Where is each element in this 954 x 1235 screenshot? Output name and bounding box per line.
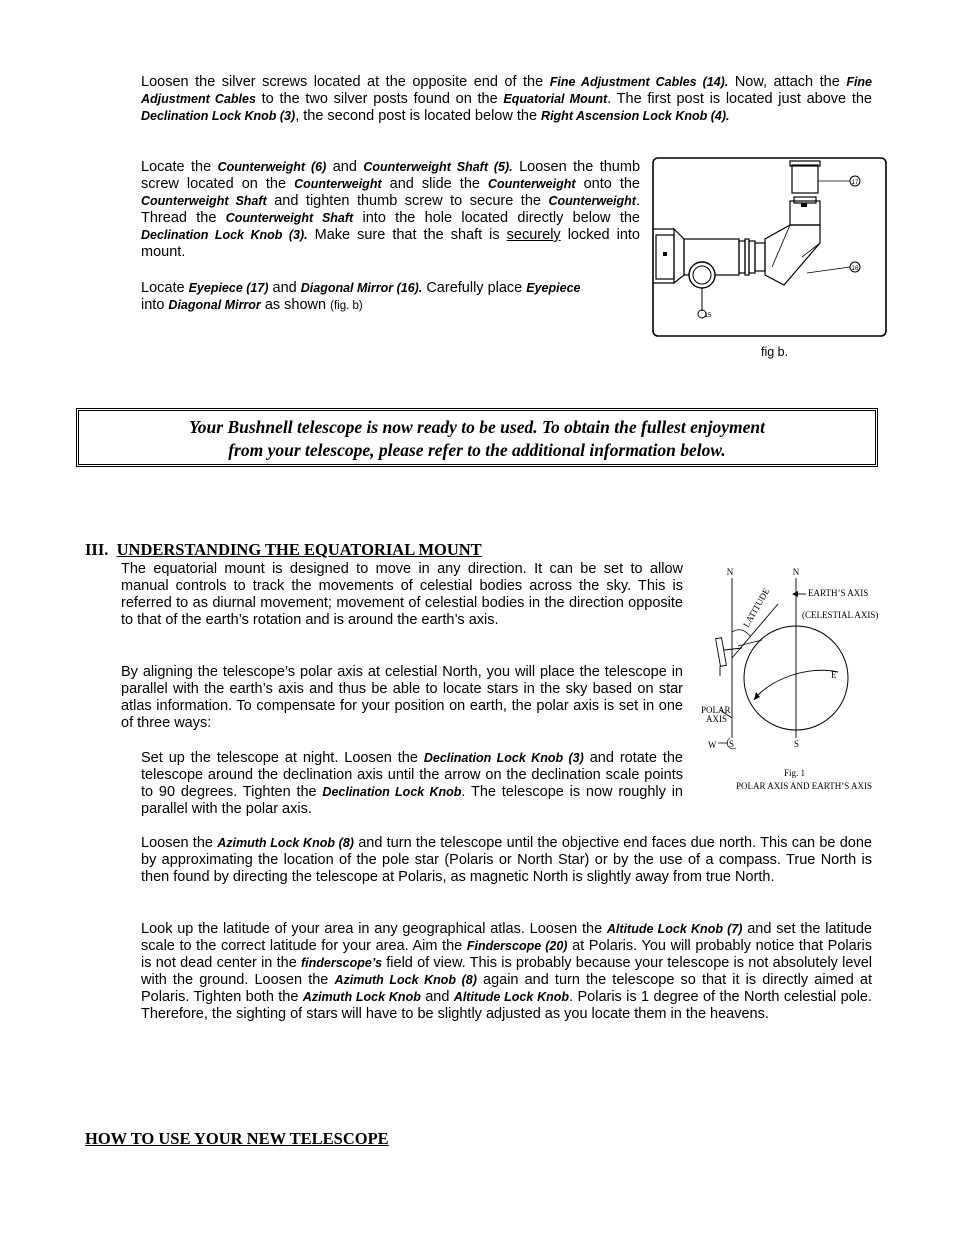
label-15: 15 [704, 313, 712, 319]
label-latitude: LATITUDE [741, 586, 772, 629]
text: and [326, 159, 364, 175]
figure-1-caption: POLAR AXIS AND EARTH’S AXIS [736, 781, 872, 791]
term: Eyepiece [526, 281, 581, 295]
section-3-heading [85, 540, 482, 560]
section-3-paragraph-latitude [141, 921, 872, 1023]
label-fig-1: Fig. 1 [784, 768, 806, 778]
section-3-paragraph-2: By aligning the telescope’s polar axis at celestial North, you will place the telescope in parallel with the earth’s axis and thus be able to locate stars in the sky based on star atlas information. To compensate for your position on earth, the polar axis is set in one of three ways: [121, 664, 683, 731]
term: Azimuth Lock Knob (8) [217, 836, 354, 850]
paragraph-eyepiece [141, 280, 642, 315]
figure-1-polar-axis [698, 560, 878, 800]
figure-b-caption: fig b. [761, 345, 789, 359]
label-w: W [708, 740, 717, 750]
callout-text [79, 411, 875, 462]
term: Azimuth Lock Knob [302, 990, 421, 1004]
text: locked into mount. [141, 227, 640, 260]
term: Counterweight Shaft (5). [363, 160, 513, 174]
text: onto the [575, 176, 640, 192]
label-16: 16 [851, 266, 859, 272]
paragraph-fine-adjustment-cables [141, 74, 872, 125]
figure-reference: (fig. b) [330, 300, 363, 312]
paragraph-counterweight [141, 159, 640, 261]
term: Declination Lock Knob (3). [141, 228, 308, 242]
text: Loosen the [141, 835, 218, 851]
label-axis: AXIS [706, 714, 728, 724]
term: Counterweight [488, 177, 576, 191]
section-3-paragraph-declination [141, 750, 683, 818]
text: as shown [260, 297, 331, 313]
ready-to-use-callout [76, 408, 878, 467]
text: Now, attach the [728, 74, 847, 90]
figure-b-drawing [652, 157, 888, 339]
text: Locate the [141, 159, 218, 175]
text: . Polaris is 1 degree of the North celestial pole. Therefore, the sighting of stars will have to be slightly adjusted as you locate them in the heavens. [141, 989, 873, 1022]
text: again and turn the telescope so that it is directly aimed at Polaris. Tighten both the [141, 972, 872, 1005]
callout-line-1: Your Bushnell telescope is now ready to be used. To obtain the fullest enjoyment [189, 417, 765, 437]
term: Diagonal Mirror [168, 298, 261, 312]
text: field of view. This is probably because your telescope is not absolutely level with the ground. Loosen the [141, 955, 872, 988]
term: Right Ascension Lock Knob (4). [541, 109, 730, 123]
text: and [268, 280, 301, 296]
term: Fine Adjustment Cables [141, 75, 873, 106]
term: Equatorial Mount [503, 92, 608, 106]
text: . Thread the [141, 193, 640, 226]
term: Counterweight [294, 177, 382, 191]
term: Azimuth Lock Knob (8) [334, 973, 477, 987]
term: Declination Lock Knob (3) [141, 109, 296, 123]
text: into [141, 297, 169, 313]
section-3-paragraph-1: The equatorial mount is designed to move in any direction. It can be set to allow manual controls to track the movements of celestial bodies across the sky. This is referred to as diurnal movement; movement of celestial bodies in the direction opposite to that of the earth’s rotation and is around the earth’s axis. [121, 561, 683, 628]
label-s-earth: S [794, 739, 800, 749]
text: Look up the latitude of your area in any geographical atlas. Loosen the [141, 921, 607, 937]
text: into the hole located directly below the [353, 210, 640, 226]
underlined-word: securely [506, 227, 561, 243]
term: Declination Lock Knob (3) [423, 751, 584, 765]
term: Diagonal Mirror (16). [300, 281, 423, 295]
term: Finderscope (20) [466, 939, 568, 953]
section-3-title: UNDERSTANDING THE EQUATORIAL MOUNT [116, 540, 482, 559]
text: . The first post is located just above the [607, 91, 872, 107]
term: Altitude Lock Knob (7) [606, 922, 743, 936]
label-e: E [831, 670, 837, 680]
label-n-polar: N [726, 567, 734, 577]
section-3-paragraph-azimuth [141, 835, 872, 886]
figure-1-drawing [698, 560, 878, 800]
text: to the two silver posts found on the [255, 91, 504, 107]
text: Loosen the silver screws located at the opposite end of the [141, 74, 550, 90]
label-celestial-axis: (CELESTIAL AXIS) [802, 610, 878, 620]
section-4-title: HOW TO USE YOUR NEW TELESCOPE [85, 1129, 389, 1148]
term: finderscope’s [300, 956, 383, 970]
term: Fine Adjustment Cables (14). [549, 75, 729, 89]
text: Set up the telescope at night. Loosen the [141, 750, 424, 766]
text: and turn the telescope until the objective end faces due north. This can be done by approximating the location of the pole star (Polaris or North Star) or by the use of a compass. True North is then found by directing the telescope at Polaris, as magnetic North is slightly away from true North. [141, 835, 872, 885]
label-polar: POLAR [701, 705, 731, 715]
text: and slide the [381, 176, 489, 192]
text: , the second post is located below the [295, 108, 542, 124]
term: Counterweight Shaft [141, 194, 267, 208]
callout-line-2: from your telescope, please refer to the additional information below. [228, 440, 726, 460]
text: and tighten thumb screw to secure the [266, 193, 549, 209]
text: Carefully place [422, 280, 527, 296]
text: at Polaris. You will probably notice that Polaris is not dead center in the [141, 938, 873, 971]
figure-b-diagonal-eyepiece [652, 157, 888, 339]
text: and [420, 989, 454, 1005]
label-earths-axis: EARTH’S AXIS [808, 588, 869, 598]
text: and rotate the telescope around the declination axis until the arrow on the declination scale points to 90 degrees. Tighten the [141, 750, 683, 800]
text: and set the latitude scale to the correct latitude for your area. Aim the [141, 921, 872, 954]
text: Loosen the thumb screw located on the [141, 159, 641, 192]
label-n-earth: N [792, 567, 800, 577]
section-3-number: III. [85, 540, 109, 559]
text: Make sure that the shaft is [307, 227, 507, 243]
term: Declination Lock Knob [322, 785, 462, 799]
term: Eyepiece (17) [188, 281, 269, 295]
term: Counterweight (6) [217, 160, 327, 174]
section-4-heading [85, 1129, 389, 1149]
term: Altitude Lock Knob [453, 990, 570, 1004]
text: . The telescope is now roughly in parallel with the polar axis. [141, 784, 683, 817]
term: Counterweight [548, 194, 636, 208]
label-17: 17 [851, 180, 859, 186]
text: Locate [141, 280, 189, 296]
term: Counterweight Shaft [225, 211, 354, 225]
label-s-polar: S [729, 739, 735, 749]
